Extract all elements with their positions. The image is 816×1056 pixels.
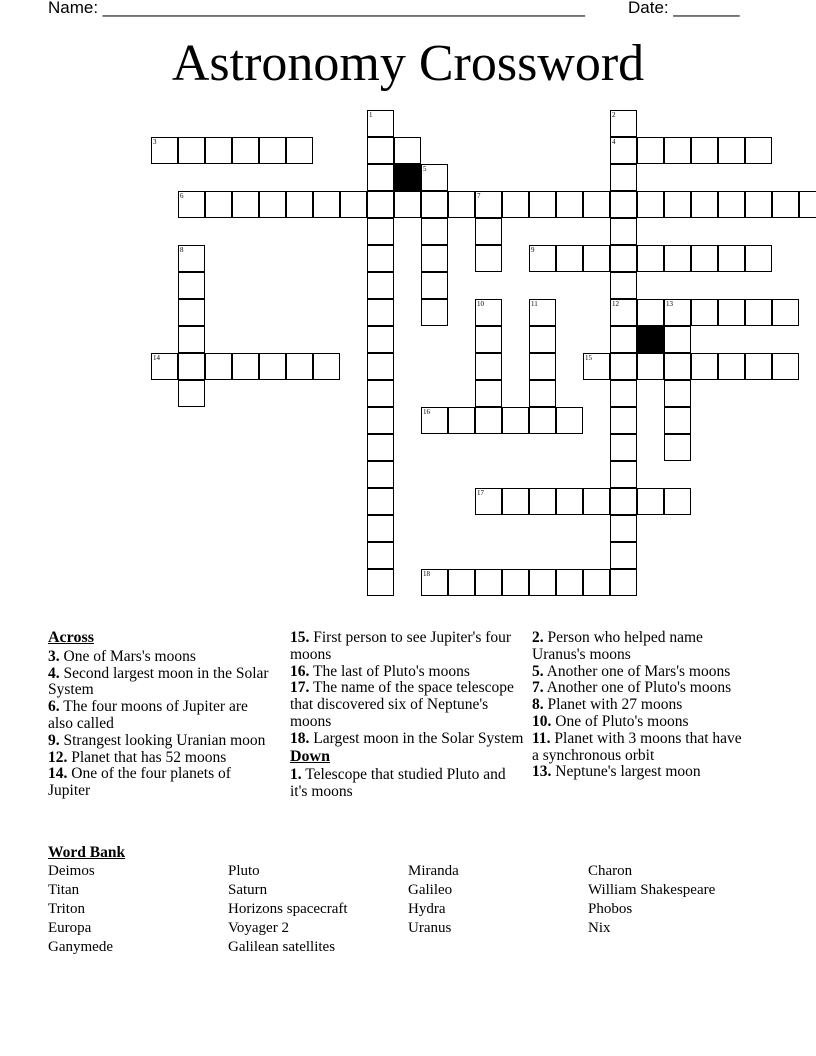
grid-cell[interactable] — [718, 191, 745, 218]
grid-cell[interactable] — [367, 353, 394, 380]
clue-number-label: 8. — [532, 696, 544, 714]
clue-text: Another one of Mars's moons — [543, 662, 731, 680]
word-bank-item: Galilean satellites — [228, 939, 336, 955]
grid-cell[interactable] — [556, 407, 583, 434]
clue-number-label: 4. — [48, 664, 60, 682]
grid-cell[interactable] — [367, 245, 394, 272]
grid-cell[interactable] — [610, 353, 637, 380]
word-bank-item: Saturn — [228, 882, 268, 898]
grid-cell[interactable] — [178, 272, 205, 299]
clue-item — [290, 664, 524, 681]
grid-cell[interactable] — [151, 137, 178, 164]
grid-cell[interactable] — [529, 191, 556, 218]
word-bank-heading: Word Bank — [48, 844, 126, 861]
grid-cell[interactable] — [421, 218, 448, 245]
grid-cell[interactable] — [475, 326, 502, 353]
grid-cell[interactable] — [637, 353, 664, 380]
clue-text: One of Pluto's moons — [551, 712, 689, 730]
grid-cell[interactable] — [178, 245, 205, 272]
clue-item — [48, 666, 276, 700]
clue-number: 13 — [666, 300, 673, 308]
grid-cell[interactable] — [421, 569, 448, 596]
name-line[interactable]: Name: ___________________________________________________ — [48, 0, 585, 17]
clue-number: 7 — [477, 192, 481, 200]
grid-cell[interactable] — [745, 353, 772, 380]
grid-cell[interactable] — [664, 434, 691, 461]
clue-item — [290, 731, 524, 748]
clue-number: 9 — [531, 246, 535, 254]
grid-cell[interactable] — [367, 272, 394, 299]
grid-cell[interactable] — [799, 191, 816, 218]
clue-number-label: 12. — [48, 748, 68, 766]
grid-cell[interactable] — [475, 191, 502, 218]
grid-cell[interactable] — [556, 488, 583, 515]
grid-cell[interactable] — [475, 488, 502, 515]
clue-number: 2 — [612, 111, 616, 119]
clue-number-label: 9. — [48, 731, 60, 749]
grid-cell[interactable] — [610, 515, 637, 542]
word-bank-item: Voyager 2 — [228, 920, 289, 936]
grid-cell[interactable] — [421, 245, 448, 272]
word-bank-item: Miranda — [408, 863, 459, 879]
grid-cell[interactable] — [610, 380, 637, 407]
clue-item — [290, 630, 524, 664]
clue-number: 11 — [531, 300, 538, 308]
grid-cell[interactable] — [259, 353, 286, 380]
clue-number: 3 — [153, 138, 157, 146]
grid-cell[interactable] — [475, 245, 502, 272]
clue-text: The name of the space telescope that discovered six of Neptune's moons — [290, 679, 514, 730]
clue-text: First person to see Jupiter's four moons — [290, 629, 512, 663]
clue-number: 6 — [180, 192, 184, 200]
grid-cell[interactable] — [664, 407, 691, 434]
grid-cell[interactable] — [610, 164, 637, 191]
grid-cell[interactable] — [502, 569, 529, 596]
grid-cell[interactable] — [367, 515, 394, 542]
clue-item — [48, 699, 276, 733]
clue-text: Largest moon in the Solar System — [309, 729, 524, 747]
grid-cell[interactable] — [178, 191, 205, 218]
clue-text: Another one of Pluto's moons — [543, 679, 732, 697]
grid-cell[interactable] — [529, 488, 556, 515]
word-bank-column-4 — [588, 862, 715, 938]
grid-cell[interactable] — [556, 569, 583, 596]
clues-column-1 — [48, 630, 276, 800]
clues-column-3 — [532, 630, 750, 781]
grid-cell[interactable] — [178, 137, 205, 164]
grid-cell[interactable] — [205, 353, 232, 380]
across-clues-list-continued — [290, 630, 524, 748]
grid-cell[interactable] — [475, 407, 502, 434]
page-title: Astronomy Crossword — [171, 35, 645, 92]
word-bank-item: Triton — [48, 901, 85, 917]
grid-cell[interactable] — [367, 569, 394, 596]
grid-cell[interactable] — [340, 191, 367, 218]
grid-cell[interactable] — [286, 353, 313, 380]
grid-cell[interactable] — [610, 191, 637, 218]
grid-cell[interactable] — [610, 299, 637, 326]
word-bank-column-3 — [408, 862, 459, 938]
grid-cell[interactable] — [610, 488, 637, 515]
clue-number-label: 6. — [48, 698, 60, 716]
clue-item — [532, 731, 750, 765]
grid-cell[interactable] — [772, 299, 799, 326]
clue-number: 8 — [180, 246, 184, 254]
grid-cell[interactable] — [610, 461, 637, 488]
clue-item — [290, 680, 524, 730]
grid-cell[interactable] — [745, 191, 772, 218]
grid-cell[interactable] — [502, 407, 529, 434]
clue-item — [532, 664, 750, 681]
grid-cell[interactable] — [583, 245, 610, 272]
grid-cell[interactable] — [664, 245, 691, 272]
grid-cell[interactable] — [745, 245, 772, 272]
grid-cell[interactable] — [637, 245, 664, 272]
grid-cell[interactable] — [421, 272, 448, 299]
grid-cell[interactable] — [583, 569, 610, 596]
word-bank-item: Charon — [588, 863, 633, 879]
grid-cell[interactable] — [421, 164, 448, 191]
clue-number: 16 — [423, 408, 430, 416]
clue-number: 17 — [477, 489, 484, 497]
grid-cell[interactable] — [367, 110, 394, 137]
word-bank-item: Europa — [48, 920, 92, 936]
clue-text: Planet with 3 moons that have a synchronous orbit — [532, 729, 742, 764]
grid-cell[interactable] — [610, 434, 637, 461]
grid-cell[interactable] — [610, 272, 637, 299]
clue-item — [532, 680, 750, 697]
grid-cell[interactable] — [502, 488, 529, 515]
grid-cell[interactable] — [637, 299, 664, 326]
clue-item — [532, 714, 750, 731]
grid-cell[interactable] — [367, 191, 394, 218]
grid-cell[interactable] — [529, 353, 556, 380]
clue-number: 4 — [612, 138, 616, 146]
grid-cell[interactable] — [502, 191, 529, 218]
grid-cell[interactable] — [556, 245, 583, 272]
grid-cell[interactable] — [286, 191, 313, 218]
grid-cell[interactable] — [529, 245, 556, 272]
word-bank-item: Horizons spacecraft — [228, 901, 348, 917]
grid-cell[interactable] — [367, 407, 394, 434]
grid-cell[interactable] — [664, 191, 691, 218]
down-clues-list-continued — [532, 630, 750, 781]
grid-cell[interactable] — [583, 353, 610, 380]
grid-cell[interactable] — [367, 380, 394, 407]
grid-cell[interactable] — [421, 191, 448, 218]
grid-cell[interactable] — [610, 218, 637, 245]
grid-cell[interactable] — [178, 380, 205, 407]
grid-cell[interactable] — [610, 110, 637, 137]
grid-cell[interactable] — [367, 542, 394, 569]
clue-text: Neptune's largest moon — [551, 763, 701, 781]
grid-cell[interactable] — [232, 137, 259, 164]
clue-number: 12 — [612, 300, 619, 308]
grid-cell[interactable] — [664, 137, 691, 164]
grid-cell[interactable] — [394, 191, 421, 218]
down-heading: Down — [290, 747, 331, 765]
grid-cell[interactable] — [367, 137, 394, 164]
grid-cell[interactable] — [691, 353, 718, 380]
clue-item — [532, 764, 750, 781]
word-bank-item: Hydra — [408, 901, 446, 917]
grid-cell[interactable] — [529, 569, 556, 596]
grid-cell[interactable] — [475, 218, 502, 245]
grid-cell[interactable] — [259, 191, 286, 218]
black-square — [394, 164, 421, 191]
grid-cell[interactable] — [772, 191, 799, 218]
grid-cell[interactable] — [664, 353, 691, 380]
clue-number-label: 2. — [532, 629, 544, 646]
grid-cell[interactable] — [718, 353, 745, 380]
clue-number-label: 11. — [532, 729, 551, 747]
clue-number: 14 — [153, 354, 160, 362]
clue-item — [48, 649, 276, 666]
grid-cell[interactable] — [286, 137, 313, 164]
grid-cell[interactable] — [691, 245, 718, 272]
clue-item — [48, 766, 276, 800]
grid-cell[interactable] — [691, 137, 718, 164]
grid-cell[interactable] — [448, 191, 475, 218]
grid-cell[interactable] — [583, 191, 610, 218]
grid-cell[interactable] — [367, 461, 394, 488]
clue-number-label: 13. — [532, 763, 552, 781]
grid-cell[interactable] — [610, 137, 637, 164]
grid-cell[interactable] — [718, 137, 745, 164]
clue-text: The four moons of Jupiter are also called — [48, 698, 248, 732]
clue-text: Second largest moon in the Solar System — [48, 664, 269, 699]
grid-cell[interactable] — [367, 164, 394, 191]
grid-cell[interactable] — [475, 353, 502, 380]
grid-cell[interactable] — [637, 488, 664, 515]
grid-cell[interactable] — [583, 488, 610, 515]
clue-text: Telescope that studied Pluto and it's moons — [290, 766, 506, 801]
date-line[interactable]: Date: _______ — [628, 0, 740, 17]
clue-item — [48, 733, 276, 750]
grid-cell[interactable] — [421, 407, 448, 434]
word-bank-item: Uranus — [408, 920, 452, 936]
grid-cell[interactable] — [610, 542, 637, 569]
grid-cell[interactable] — [718, 245, 745, 272]
grid-cell[interactable] — [448, 407, 475, 434]
clue-number-label: 16. — [290, 662, 310, 680]
grid-cell[interactable] — [421, 299, 448, 326]
word-bank-item: Deimos — [48, 863, 95, 879]
grid-cell[interactable] — [637, 137, 664, 164]
clue-text: The last of Pluto's moons — [309, 662, 470, 680]
clue-number-label: 15. — [290, 629, 310, 646]
grid-cell[interactable] — [745, 137, 772, 164]
grid-cell[interactable] — [664, 488, 691, 515]
grid-cell[interactable] — [178, 326, 205, 353]
grid-cell[interactable] — [745, 299, 772, 326]
grid-cell[interactable] — [529, 407, 556, 434]
grid-cell[interactable] — [475, 569, 502, 596]
grid-cell[interactable] — [178, 353, 205, 380]
grid-cell[interactable] — [367, 299, 394, 326]
grid-cell[interactable] — [637, 191, 664, 218]
clue-item — [290, 767, 524, 801]
clue-number: 10 — [477, 300, 484, 308]
grid-cell[interactable] — [367, 488, 394, 515]
clue-number-label: 7. — [532, 679, 544, 697]
word-bank-item: Galileo — [408, 882, 453, 898]
word-bank-item: Pluto — [228, 863, 260, 879]
grid-cell[interactable] — [691, 299, 718, 326]
grid-cell[interactable] — [259, 137, 286, 164]
clue-item — [532, 697, 750, 714]
clue-number-label: 18. — [290, 729, 310, 747]
grid-cell[interactable] — [610, 407, 637, 434]
grid-cell[interactable] — [772, 353, 799, 380]
clue-number-label: 3. — [48, 647, 60, 665]
clue-number-label: 14. — [48, 765, 68, 783]
across-heading: Across — [48, 629, 94, 646]
grid-cell[interactable] — [367, 434, 394, 461]
clue-text: Strangest looking Uranian moon — [59, 731, 266, 749]
clue-text: Planet with 27 moons — [543, 696, 683, 714]
word-bank-item: Phobos — [588, 901, 633, 917]
grid-cell[interactable] — [529, 380, 556, 407]
grid-cell[interactable] — [394, 137, 421, 164]
clue-number: 1 — [369, 111, 373, 119]
grid-cell[interactable] — [664, 299, 691, 326]
word-bank-item: Titan — [48, 882, 80, 898]
grid-cell[interactable] — [475, 299, 502, 326]
grid-cell[interactable] — [313, 353, 340, 380]
grid-cell[interactable] — [529, 326, 556, 353]
word-bank-column-1 — [48, 862, 113, 957]
down-clues-list — [290, 767, 524, 801]
clue-text: One of the four planets of Jupiter — [48, 765, 231, 800]
grid-cell[interactable] — [178, 299, 205, 326]
grid-cell[interactable] — [556, 191, 583, 218]
clue-item — [48, 750, 276, 767]
clue-text: Person who helped name Uranus's moons — [532, 629, 703, 663]
clue-number-label: 17. — [290, 679, 310, 697]
grid-cell[interactable] — [205, 191, 232, 218]
grid-cell[interactable] — [367, 326, 394, 353]
grid-cell[interactable] — [448, 569, 475, 596]
grid-cell[interactable] — [313, 191, 340, 218]
grid-cell[interactable] — [205, 137, 232, 164]
clue-number-label: 5. — [532, 662, 544, 680]
grid-cell[interactable] — [232, 191, 259, 218]
grid-cell[interactable] — [610, 245, 637, 272]
grid-cell[interactable] — [232, 353, 259, 380]
grid-cell[interactable] — [367, 218, 394, 245]
clue-text: Planet that has 52 moons — [67, 748, 227, 766]
clue-number-label: 10. — [532, 712, 552, 730]
clue-number: 18 — [423, 570, 430, 578]
grid-cell[interactable] — [610, 569, 637, 596]
clue-number: 15 — [585, 354, 592, 362]
word-bank-column-2 — [228, 862, 348, 957]
black-square — [637, 326, 664, 353]
grid-cell[interactable] — [610, 326, 637, 353]
grid-cell[interactable] — [151, 353, 178, 380]
clues-column-2 — [290, 630, 524, 801]
clue-number-label: 1. — [290, 766, 302, 784]
grid-cell[interactable] — [691, 191, 718, 218]
word-bank-item: Nix — [588, 920, 611, 936]
grid-cell[interactable] — [664, 380, 691, 407]
across-clues-list — [48, 649, 276, 800]
grid-cell[interactable] — [664, 326, 691, 353]
word-bank-item: William Shakespeare — [588, 882, 716, 898]
grid-cell[interactable] — [475, 380, 502, 407]
clue-text: One of Mars's moons — [59, 647, 196, 665]
clue-item — [532, 630, 750, 664]
grid-cell[interactable] — [718, 299, 745, 326]
word-bank-item: Ganymede — [48, 939, 113, 955]
grid-cell[interactable] — [529, 299, 556, 326]
clue-number: 5 — [423, 165, 427, 173]
